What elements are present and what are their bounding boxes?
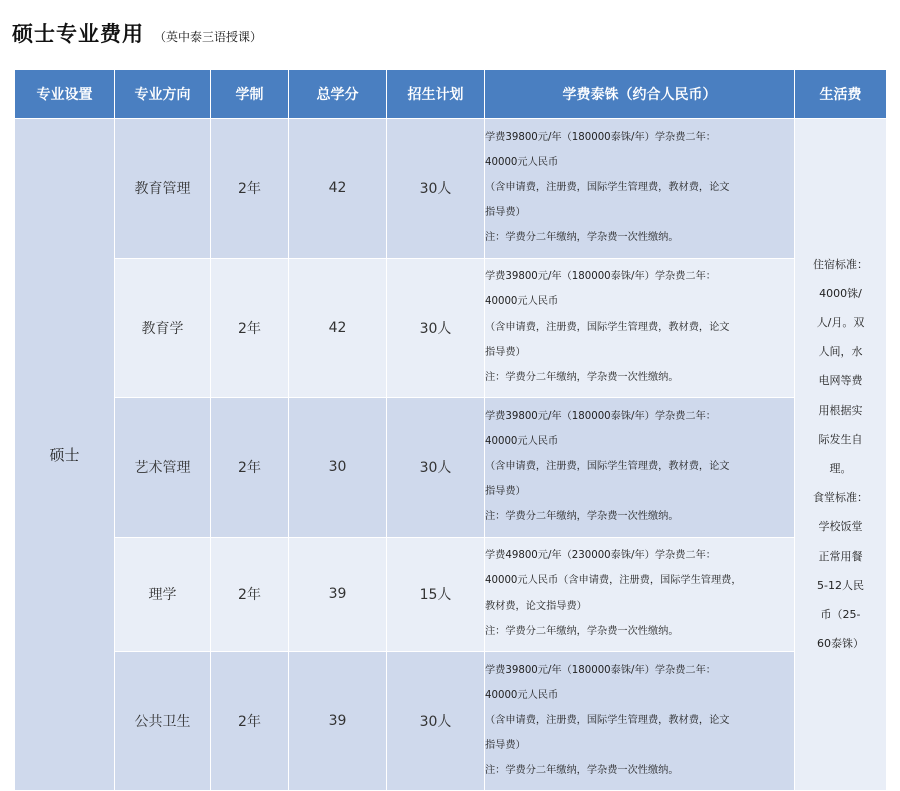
- tuition-cell: [485, 119, 795, 259]
- fee-line: 学费39800元/年（180000泰铢/年）学杂费二年：: [485, 131, 716, 143]
- fee-line: 学费39800元/年（180000泰铢/年）学杂费二年：: [485, 410, 716, 422]
- living-line: 学校饭堂: [818, 520, 863, 534]
- degree-cell: 硕士: [15, 119, 115, 791]
- living-line: 5-12人民: [817, 578, 864, 592]
- header-cell-enrollment: 招生计划: [387, 70, 485, 119]
- fee-line: 40000元人民币: [485, 296, 559, 308]
- duration-cell: 2年: [211, 119, 289, 259]
- duration-cell: 2年: [211, 537, 289, 651]
- duration-cell: 2年: [211, 258, 289, 398]
- duration-cell: 2年: [211, 398, 289, 538]
- enrollment-cell: 30人: [387, 651, 485, 791]
- header-cell-credits: 总学分: [289, 70, 387, 119]
- fee-line: 指导费）: [485, 346, 526, 358]
- fee-line: （含申请费，注册费，国际学生管理费，教材费，论文: [485, 714, 730, 726]
- fee-line: 教材费，论文指导费）: [485, 600, 587, 612]
- fee-line: 注：学费分二年缴纳，学杂费一次性缴纳。: [485, 232, 679, 244]
- fee-line: 注：学费分二年缴纳，学杂费一次性缴纳。: [485, 511, 679, 523]
- enrollment-cell: 30人: [387, 119, 485, 259]
- table-row: [15, 537, 887, 651]
- title-row: [12, 18, 262, 48]
- living-line: 电网等费: [818, 374, 863, 388]
- table-row: [15, 651, 887, 791]
- living-line: 人间，水: [818, 345, 863, 359]
- fee-line: 学费39800元/年（180000泰铢/年）学杂费二年：: [485, 664, 716, 676]
- direction-cell: 艺术管理: [115, 398, 211, 538]
- fee-line: 40000元人民币: [485, 689, 559, 701]
- direction-cell: 教育管理: [115, 119, 211, 259]
- page-subtitle: （英中泰三语授课）: [154, 30, 263, 44]
- direction-cell: 教育学: [115, 258, 211, 398]
- fee-line: 指导费）: [485, 486, 526, 498]
- duration-cell: 2年: [211, 651, 289, 791]
- fee-line: （含申请费，注册费，国际学生管理费，教材费，论文: [485, 461, 730, 473]
- header-cell-duration: 学制: [211, 70, 289, 119]
- header-row: [15, 70, 887, 119]
- table-row: [15, 258, 887, 398]
- header-cell-tuition: 学费泰铢（约合人民币）: [485, 70, 795, 119]
- direction-cell: 公共卫生: [115, 651, 211, 791]
- fee-line: 40000元人民币（含申请费，注册费，国际学生管理费，: [485, 575, 742, 587]
- living-line: 际发生自: [818, 432, 863, 446]
- tuition-cell: [485, 537, 795, 651]
- living-line: 人/月。双: [816, 316, 865, 330]
- credits-cell: 42: [289, 258, 387, 398]
- credits-cell: 30: [289, 398, 387, 538]
- table-row: [15, 398, 887, 538]
- fee-line: 40000元人民币: [485, 156, 559, 168]
- header-cell-living: 生活费: [795, 70, 887, 119]
- fee-line: 注：学费分二年缴纳，学杂费一次性缴纳。: [485, 371, 679, 383]
- fee-line: （含申请费，注册费，国际学生管理费，教材费，论文: [485, 321, 730, 333]
- table-row: [15, 119, 887, 259]
- living-line: 4000铢/: [819, 286, 862, 300]
- header-cell-direction: 专业方向: [115, 70, 211, 119]
- living-line: 住宿标准：: [813, 257, 868, 271]
- credits-cell: 39: [289, 651, 387, 791]
- fee-line: 指导费）: [485, 207, 526, 219]
- fee-line: 学费49800元/年（230000泰铢/年）学杂费二年：: [485, 550, 716, 562]
- tuition-cell: [485, 258, 795, 398]
- living-line: 食堂标准：: [813, 491, 868, 505]
- enrollment-cell: 30人: [387, 258, 485, 398]
- enrollment-cell: 30人: [387, 398, 485, 538]
- living-line: 用根据实: [818, 403, 863, 417]
- direction-cell: 理学: [115, 537, 211, 651]
- living-cost-cell: [795, 119, 887, 791]
- tuition-cell: [485, 398, 795, 538]
- enrollment-cell: 15人: [387, 537, 485, 651]
- living-line: 理。: [829, 462, 852, 476]
- page-title: 硕士专业费用: [12, 21, 144, 46]
- fee-line: 注：学费分二年缴纳，学杂费一次性缴纳。: [485, 765, 679, 777]
- living-line: 正常用餐: [818, 549, 863, 563]
- fee-line: （含申请费，注册费，国际学生管理费，教材费，论文: [485, 181, 730, 193]
- credits-cell: 42: [289, 119, 387, 259]
- fee-line: 学费39800元/年（180000泰铢/年）学杂费二年：: [485, 271, 716, 283]
- fee-line: 注：学费分二年缴纳，学杂费一次性缴纳。: [485, 625, 679, 637]
- fee-line: 40000元人民币: [485, 435, 559, 447]
- living-line: 币（25-: [820, 607, 861, 621]
- fee-line: 指导费）: [485, 740, 526, 752]
- header-cell-program: 专业设置: [15, 70, 115, 119]
- living-line: 60泰铢）: [817, 637, 864, 651]
- credits-cell: 39: [289, 537, 387, 651]
- fee-table: [14, 69, 887, 791]
- tuition-cell: [485, 651, 795, 791]
